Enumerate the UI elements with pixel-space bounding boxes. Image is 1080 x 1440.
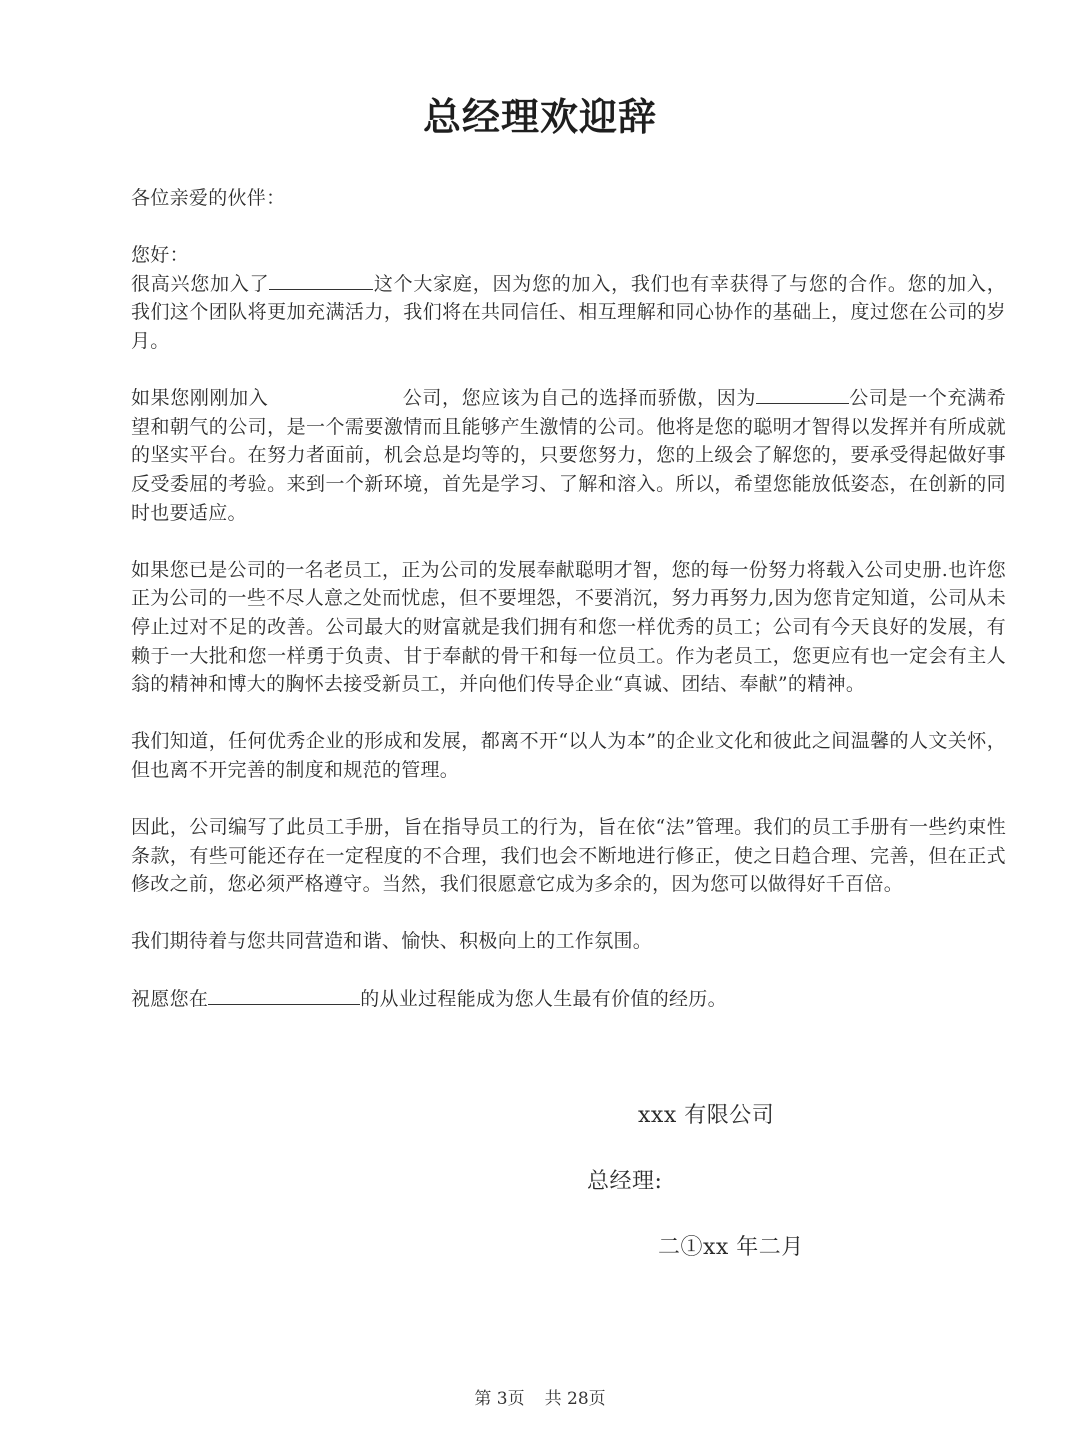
page-footer [0,1384,1080,1409]
greeting: 您好： [131,244,189,267]
paragraph-5: 因此，公司编写了此员工手册，旨在指导员工的行为，旨在依“法”管理。我们的员工手册有一些约束性条款，有些可能还存在一定程度的不合理，我们也会不断地进行修正，使之日趋合理、完善，但在正式修改之前，您必须严格遵守。当然，我们很愿意它成为多余的，因为您可以做得好千百倍。 [131,816,1006,896]
company-name-gap [268,386,402,404]
paragraph-1-after: 这个大家庭，因为您的加入，我们也有幸获得了与您的合作。您的加入，我们这个团队将更加充满活力，我们将在共同信任、相互理解和同心协作的基础上，度过您在公司的岁月。 [131,272,1006,352]
signature-date: 二①xx 年二月 [658,1235,804,1260]
paragraph-2 [131,384,1006,527]
paragraph-7 [131,985,1006,1014]
page-number: 第 3页 [474,1389,525,1409]
signature-gm-label: 总经理: [587,1169,663,1194]
page-title: 总经理欢迎辞 [422,95,657,139]
paragraph-3: 如果您已是公司的一名老员工，正为公司的发展奉献聪明才智，您的每一份努力将载入公司史册.也许您正为公司的一些不尽人意之处而忧虑，但不要埋怨，不要消沉，努力再努力,因为您肯定知道，公司从未停止过对不足的改善。公司最大的财富就是我们拥有和您一样优秀的员工；公司有今天良好的发展，有赖于一大批和您一样勇于负责、甘于奉献的骨干和每一位员工。作为老员工，您更应有也一定会有主人翁的精神和博大的胸怀去接受新员工，并向他们传导企业“真诚、团结、奉献”的精神。 [131,558,1006,696]
paragraph-6: 我们期待着与您共同营造和谐、愉快、积极向上的工作氛围。 [131,930,653,953]
letter-body [131,184,1006,1042]
salutation: 各位亲爱的伙伴： [131,187,286,209]
paragraph-1 [131,270,1006,356]
paragraph-1-before: 很高兴您加入了 [131,272,270,295]
paragraph-2-part3: 公司是一个充满希望和朝气的公司，是一个需要激情而且能够产生激情的公司。他将是您的聪明才智得以发挥并有所成就的坚实平台。在努力者面前，机会总是均等的，只要您努力，您的上级会了解您的，要承受得起做好事反受委屈的考验。来到一个新环境，首先是学习、了解和溶入。所以，希望您能放低姿态，在创新的同时也要适应。 [131,387,1006,524]
company-name-blank [269,271,373,290]
paragraph-2-part1: 如果您刚刚加入 [131,387,269,410]
paragraph-7-before: 祝愿您在 [131,987,209,1010]
paragraph-2-part2: 公司，您应该为自己的选择而骄傲，因为 [402,387,756,410]
company-name-blank-3 [208,986,360,1005]
page-total: 共 28页 [544,1389,606,1409]
paragraph-4: 我们知道，任何优秀企业的形成和发展，都离不开“以人为本”的企业文化和彼此之间温馨的人文关怀，但也离不开完善的制度和规范的管理。 [131,730,1006,781]
company-name-blank-2 [756,385,849,404]
signature-company: xxx 有限公司 [638,1103,775,1128]
paragraph-7-after: 的从业过程能成为您人生最有价值的经历。 [360,987,727,1010]
